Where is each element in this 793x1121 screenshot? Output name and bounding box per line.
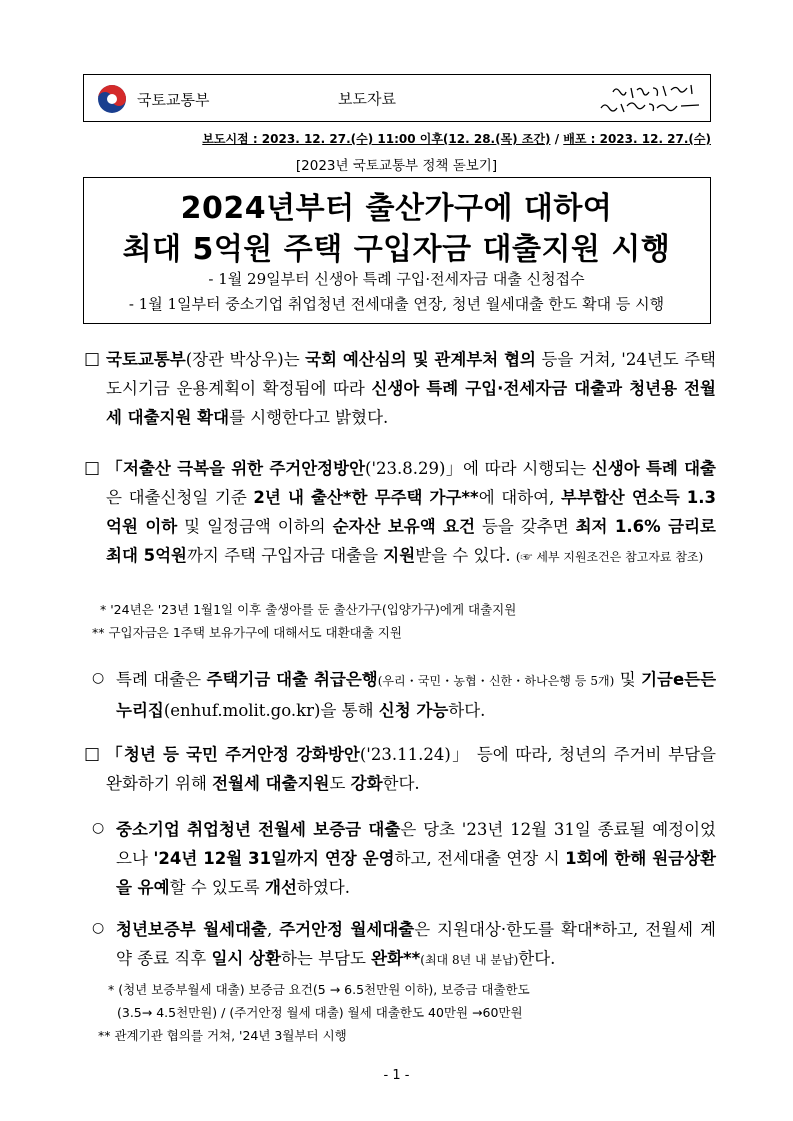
footnote-4: (3.5→ 4.5천만원) / (주거안정 월세 대출) 월세 대출한도 40만원 →60만원 <box>117 1005 523 1020</box>
p2-text-f: 에 대하여, <box>478 488 561 507</box>
slogan-signature <box>593 80 703 116</box>
footnote-5: ** 관계기관 협의를 거쳐, '24년 3월부터 시행 <box>98 1028 347 1043</box>
embargo-separator: / <box>550 132 564 146</box>
p2-text-i: 순자산 보유액 요건 <box>332 517 476 536</box>
p5-text-g: 개선 <box>265 878 297 897</box>
bullet-box-3: □ <box>84 744 101 764</box>
main-title-line2: 최대 5억원 주택 구입자금 대출지원 시행 <box>122 232 671 267</box>
p2-text-m: 지원 <box>383 546 416 565</box>
paragraph-1 <box>106 345 716 432</box>
p6-text-f: 하는 부담도 <box>280 949 372 968</box>
paragraph-2 <box>106 454 716 572</box>
p3-text-b: 주택기금 대출 취급은행 <box>206 670 378 689</box>
p4-text-c: 전월세 대출지원 <box>212 774 330 793</box>
p2-text-j: 등을 갖추면 <box>475 517 576 536</box>
p6-text-e: 일시 상환 <box>211 949 281 968</box>
bullet-circle-1: ○ <box>92 670 105 686</box>
p3-text-h: 하다. <box>448 701 486 720</box>
footnote-1: * '24년은 '23년 1월1일 이후 출생아를 둔 출산가구(입양가구)에게 대출지원 <box>100 602 517 617</box>
p5-text-h: 하였다. <box>296 878 350 897</box>
embargo-line <box>0 130 711 147</box>
bullet-circle-2: ○ <box>92 820 105 836</box>
series-label: [2023년 국토교통부 정책 돋보기] <box>295 158 498 174</box>
paragraph-6 <box>116 915 716 975</box>
p2-text-n: 받을 수 있다. <box>415 546 516 565</box>
ministry-logo-icon <box>97 84 127 114</box>
paragraph-4 <box>106 740 716 798</box>
p6-text-b: , <box>266 920 280 939</box>
p2-text-b: ('23.8.29)」에 따라 시행되는 <box>365 459 592 478</box>
p6-text-a: 청년보증부 월세대출 <box>116 920 267 939</box>
p5-text-e: 1회에 한해 원금상환을 유예 <box>116 849 716 897</box>
document-type: 보도자료 <box>338 90 396 108</box>
p4-text-e: 강화 <box>350 774 383 793</box>
bullet-box-2: □ <box>84 458 101 478</box>
p2-text-k: 최저 1.6% 금리로 최대 5억원 <box>106 517 716 565</box>
p2-text-g: 부부합산 연소득 1.3억원 이하 <box>106 488 717 536</box>
p3-text-a: 특례 대출은 <box>116 670 207 689</box>
release-time: 보도시점 : 2023. 12. 27.(수) 11:00 이후(12. 28.(목) 조간) <box>202 132 551 146</box>
p6-text-i: 한다. <box>518 949 556 968</box>
footnote-3: * (청년 보증부월세 대출) 보증금 요건(5 → 6.5천만원 이하), 보증금 대출한도 <box>108 982 530 997</box>
p3-banks: (우리・국민・농협・신한・하나은행 등 5개) <box>377 674 615 688</box>
p6-text-d: 은 지원대상·한도를 확대*하고, 전월세 계약 종료 직후 <box>116 920 716 968</box>
p1-text-f: 를 시행한다고 밝혔다. <box>229 408 389 427</box>
agency-name: 국토교통부 <box>137 91 210 109</box>
p2-text-e: 2년 내 출산*한 무주택 가구** <box>253 488 479 507</box>
p4-text-d: 도 <box>329 774 351 793</box>
paragraph-3 <box>116 665 716 725</box>
p2-reference-note: (☞ 세부 지원조건은 참고자료 참조) <box>515 550 704 564</box>
p2-text-c: 신생아 특례 대출 <box>591 459 716 478</box>
p5-text-a: 중소기업 취업청년 전월세 보증금 대출 <box>116 820 401 839</box>
p2-text-d: 은 대출신청일 기준 <box>106 488 254 507</box>
subtitle-2: - 1월 1일부터 중소기업 취업청년 전세대출 연장, 청년 월세대출 한도 확대 등 시행 <box>128 295 665 313</box>
p1-text-c: 국회 예산심의 및 관계부처 협의 <box>305 350 536 369</box>
p5-text-c: '24년 12월 31일까지 연장 운영 <box>153 849 395 868</box>
p3-text-f: (enhuf.molit.go.kr)을 통해 <box>163 701 379 720</box>
subtitle-1: - 1월 29일부터 신생아 특례 구입·전세자금 대출 신청접수 <box>208 270 585 288</box>
paragraph-5 <box>116 815 716 902</box>
p3-text-g: 신청 가능 <box>378 701 449 720</box>
p2-text-a: 「저출산 극복을 위한 주거안정방안 <box>106 459 366 478</box>
p5-text-b: 은 당초 '23년 12월 31일 종료될 예정이었으나 <box>116 820 716 868</box>
p4-text-a: 「청년 등 국민 주거안정 강화방안 <box>106 745 360 764</box>
p1-text-d: 등을 거쳐, '24년도 주택도시기금 운용계획이 확정됨에 따라 <box>106 350 716 398</box>
bullet-box-1: □ <box>84 349 101 369</box>
p3-text-d: 및 <box>614 670 642 689</box>
distribution-time: 배포 : 2023. 12. 27.(수) <box>563 132 711 146</box>
p4-text-f: 한다. <box>382 774 420 793</box>
page-number: - 1 - <box>383 1068 410 1083</box>
p5-text-d: 하고, 전세대출 연장 시 <box>394 849 566 868</box>
p2-text-h: 및 일정금액 이하의 <box>177 517 333 536</box>
p2-text-l: 까지 주택 구입자금 대출을 <box>186 546 384 565</box>
p3-text-e: 기금e든든 누리집 <box>116 670 717 720</box>
p4-text-b: ('23.11.24)」 등에 따라, 청년의 주거비 부담을 완화하기 위해 <box>106 745 716 793</box>
main-title-line1: 2024년부터 출산가구에 대하여 <box>180 191 613 226</box>
footnote-2: ** 구입자금은 1주택 보유가구에 대해서도 대환대출 지원 <box>92 625 402 640</box>
p1-agency: 국토교통부 <box>106 350 186 369</box>
p5-text-f: 할 수 있도록 <box>169 878 265 897</box>
p1-text-b: (장관 박상우)는 <box>185 350 306 369</box>
p6-text-h: (최대 8년 내 분납) <box>420 953 519 967</box>
p6-text-g: 완화** <box>371 949 421 968</box>
p1-text-e: 신생아 특례 구입·전세자금 대출과 청년용 전월세 대출지원 확대 <box>106 379 716 427</box>
bullet-circle-3: ○ <box>92 920 105 936</box>
p6-text-c: 주거안정 월세대출 <box>279 920 415 939</box>
